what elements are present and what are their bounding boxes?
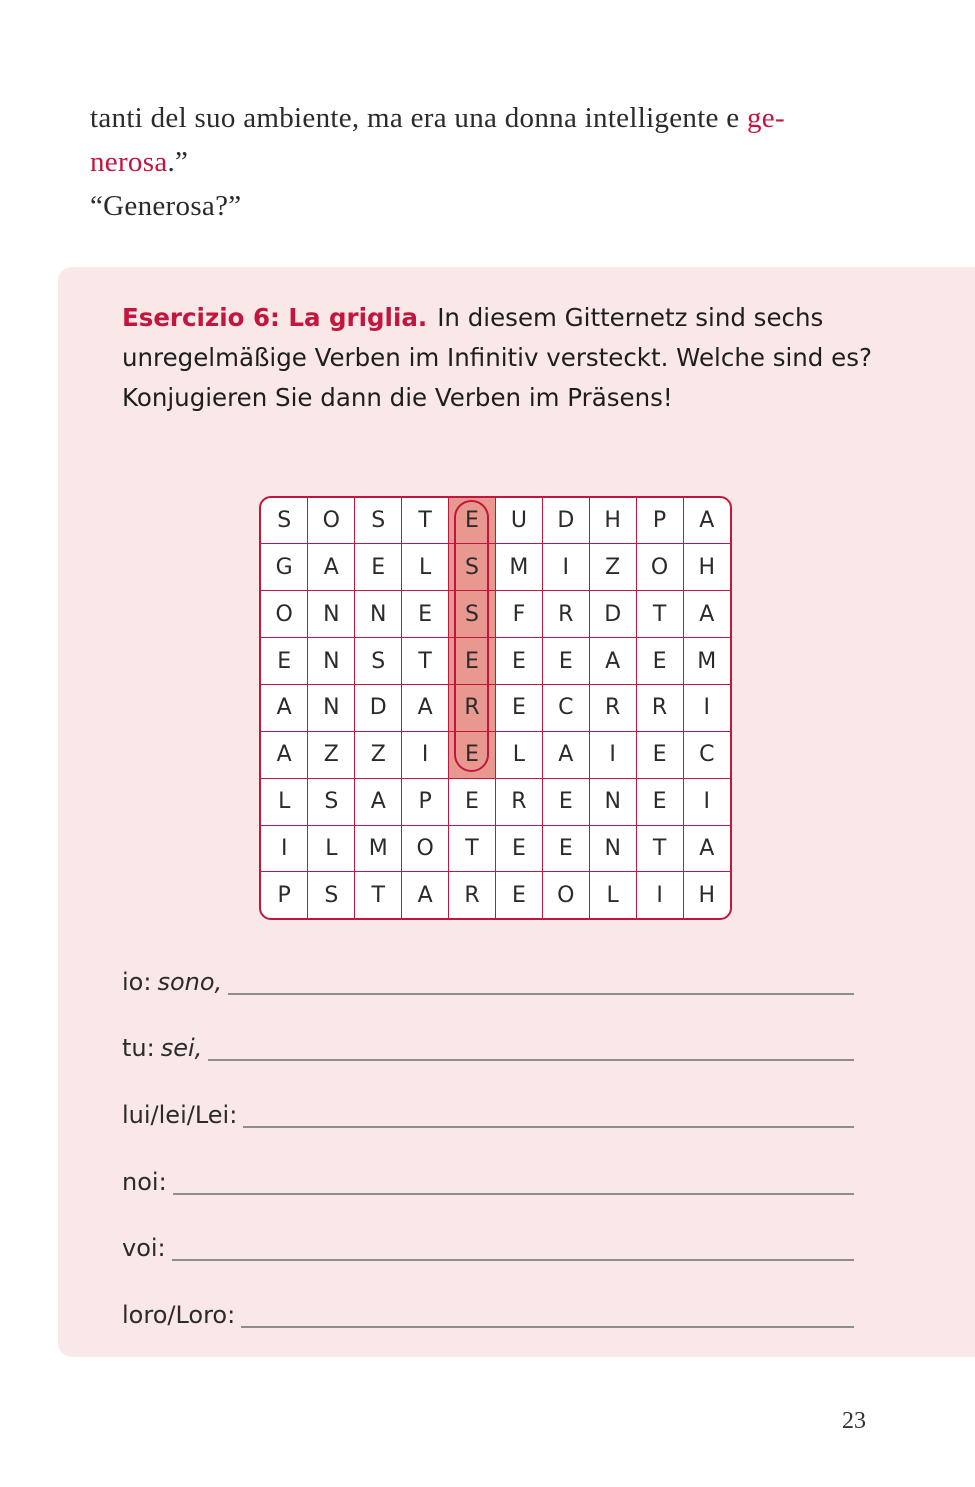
- conjugation-row: [122, 1024, 854, 1064]
- vocab-highlight: ge-: [747, 102, 785, 134]
- grid-cell: S: [308, 872, 355, 918]
- grid-cell: S: [449, 591, 496, 638]
- grid-cell: L: [308, 825, 355, 872]
- conjugation-row: [122, 1158, 854, 1198]
- grid-cell: O: [261, 591, 308, 638]
- grid-cell: L: [589, 872, 636, 918]
- conjugation-row: [122, 958, 854, 998]
- grid-cell: M: [683, 638, 730, 685]
- grid-cell: E: [449, 638, 496, 685]
- grid-cell: A: [355, 778, 402, 825]
- vocab-highlight: nerosa: [90, 146, 168, 178]
- grid-cell: H: [683, 872, 730, 918]
- pronoun-label: voi:: [122, 1234, 166, 1262]
- grid-cell: S: [261, 498, 308, 544]
- grid-cell: E: [636, 778, 683, 825]
- grid-cell: R: [449, 872, 496, 918]
- grid-cell: A: [308, 544, 355, 591]
- answer-line[interactable]: [173, 1192, 854, 1195]
- story-line-3: “Generosa?”: [90, 190, 242, 222]
- grid-cell: A: [402, 685, 449, 732]
- grid-cell: E: [495, 685, 542, 732]
- story-line-1-text: tanti del suo ambiente, ma era una donna intelligente e: [90, 102, 747, 134]
- grid-cell: E: [495, 638, 542, 685]
- grid-cell: O: [542, 872, 589, 918]
- story-text: [90, 96, 890, 228]
- grid-cell: N: [308, 638, 355, 685]
- grid-cell: S: [355, 498, 402, 544]
- grid-cell: I: [636, 872, 683, 918]
- grid-cell: U: [495, 498, 542, 544]
- grid-cell: E: [542, 825, 589, 872]
- word-search-grid: [259, 496, 732, 920]
- exercise-title: Esercizio 6: La griglia.: [122, 303, 428, 332]
- grid-cell: I: [683, 685, 730, 732]
- grid-cell: O: [402, 825, 449, 872]
- grid-row: [261, 638, 730, 685]
- story-line-2: [90, 140, 890, 184]
- grid-cell: Z: [308, 731, 355, 778]
- pronoun-label: io:: [122, 968, 152, 996]
- grid-cell: I: [402, 731, 449, 778]
- story-line-1: [90, 96, 890, 140]
- grid-cell: N: [355, 591, 402, 638]
- grid-row: [261, 498, 730, 544]
- grid-cell: I: [542, 544, 589, 591]
- grid-cell: L: [261, 778, 308, 825]
- grid-cell: I: [589, 731, 636, 778]
- grid-cell: E: [636, 638, 683, 685]
- grid-cell: O: [308, 498, 355, 544]
- grid-cell: E: [495, 872, 542, 918]
- grid-cell: R: [542, 591, 589, 638]
- story-line-2-text: .”: [167, 146, 189, 178]
- grid-cell: S: [355, 638, 402, 685]
- grid-cell: N: [589, 825, 636, 872]
- grid-cell: T: [636, 591, 683, 638]
- pronoun-label: tu:: [122, 1034, 155, 1062]
- grid-cell: E: [355, 544, 402, 591]
- grid-cell: A: [683, 498, 730, 544]
- grid-row: [261, 544, 730, 591]
- grid-cell: A: [542, 731, 589, 778]
- grid-cell: T: [636, 825, 683, 872]
- grid-cell: D: [355, 685, 402, 732]
- example-answer: sono,: [157, 968, 223, 996]
- grid-cell: O: [636, 544, 683, 591]
- pronoun-label: lui/lei/Lei:: [122, 1101, 238, 1129]
- grid-row: [261, 825, 730, 872]
- grid-cell: F: [495, 591, 542, 638]
- grid-cell: A: [683, 825, 730, 872]
- answer-line[interactable]: [208, 1058, 854, 1061]
- grid-cell: A: [402, 872, 449, 918]
- grid-cell: S: [449, 544, 496, 591]
- answer-line[interactable]: [243, 1125, 854, 1128]
- grid-cell: S: [308, 778, 355, 825]
- grid-cell: A: [261, 731, 308, 778]
- grid-cell: N: [308, 685, 355, 732]
- grid-cell: Z: [355, 731, 402, 778]
- grid-cell: A: [261, 685, 308, 732]
- grid-cell: D: [589, 591, 636, 638]
- grid-cell: C: [542, 685, 589, 732]
- conjugation-row: [122, 1224, 854, 1264]
- grid-row: [261, 685, 730, 732]
- grid-cell: N: [589, 778, 636, 825]
- grid-cell: E: [449, 778, 496, 825]
- grid-cell: E: [449, 498, 496, 544]
- grid-cell: A: [683, 591, 730, 638]
- conjugation-row: [122, 1291, 854, 1331]
- answer-line[interactable]: [228, 992, 854, 995]
- grid-table: [261, 498, 730, 918]
- grid-cell: A: [589, 638, 636, 685]
- answer-line[interactable]: [172, 1258, 854, 1261]
- grid-cell: C: [683, 731, 730, 778]
- grid-cell: E: [402, 591, 449, 638]
- grid-cell: P: [402, 778, 449, 825]
- grid-cell: G: [261, 544, 308, 591]
- grid-cell: T: [355, 872, 402, 918]
- page-number: 23: [842, 1408, 866, 1434]
- example-answer: sei,: [160, 1034, 203, 1062]
- grid-row: [261, 731, 730, 778]
- grid-cell: E: [449, 731, 496, 778]
- grid-cell: Z: [589, 544, 636, 591]
- exercise-text: In diesem Gitternetz sind sechs unregelmäßige Verben im Infinitiv versteckt. Welche sind es? Konjugieren Sie dann die Verben im Präsens!: [122, 303, 872, 412]
- grid-cell: H: [589, 498, 636, 544]
- grid-cell: E: [495, 825, 542, 872]
- grid-cell: R: [636, 685, 683, 732]
- grid-cell: D: [542, 498, 589, 544]
- pronoun-label: noi:: [122, 1168, 167, 1196]
- grid-cell: R: [449, 685, 496, 732]
- grid-cell: M: [495, 544, 542, 591]
- pronoun-label: loro/Loro:: [122, 1301, 236, 1329]
- exercise-instruction: [122, 298, 882, 418]
- grid-cell: T: [449, 825, 496, 872]
- grid-cell: I: [683, 778, 730, 825]
- grid-cell: R: [495, 778, 542, 825]
- grid-cell: E: [542, 778, 589, 825]
- grid-cell: H: [683, 544, 730, 591]
- grid-cell: E: [261, 638, 308, 685]
- grid-cell: L: [495, 731, 542, 778]
- answer-line[interactable]: [241, 1325, 854, 1328]
- grid-row: [261, 591, 730, 638]
- grid-cell: P: [261, 872, 308, 918]
- grid-cell: L: [402, 544, 449, 591]
- grid-row: [261, 872, 730, 918]
- conjugation-row: [122, 1091, 854, 1131]
- grid-cell: I: [261, 825, 308, 872]
- grid-row: [261, 778, 730, 825]
- grid-cell: P: [636, 498, 683, 544]
- grid-cell: T: [402, 638, 449, 685]
- grid-cell: E: [542, 638, 589, 685]
- grid-cell: M: [355, 825, 402, 872]
- grid-cell: E: [636, 731, 683, 778]
- grid-cell: R: [589, 685, 636, 732]
- grid-cell: N: [308, 591, 355, 638]
- grid-cell: T: [402, 498, 449, 544]
